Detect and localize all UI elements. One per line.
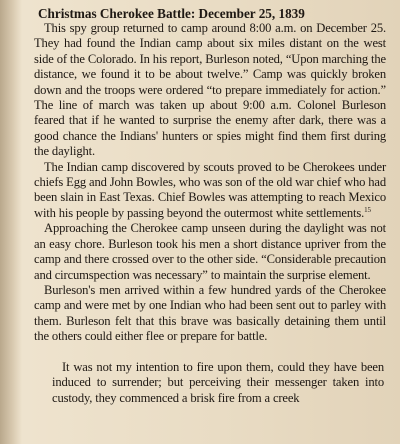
page-gutter-shadow bbox=[0, 0, 22, 444]
paragraph-4-text: Burleson's men arrived within a few hundred yards of the Cherokee camp and were met by one Indian who had been sent out to parley with them. Burleson felt that this brave was basically detaining them until the others could either flee or prepare for battle. bbox=[34, 282, 386, 344]
paragraph-2-text: The Indian camp discovered by scouts proved to be Cherokees under chiefs Egg and John Bowles, who was son of the old war chief who had been slain in East Texas. Chief Bowles was attempting to reach Mexico with his people by passing beyond the outermost white settlements. bbox=[34, 159, 386, 220]
block-quote: It was not my intention to fire upon them, could they have been induced to surrender; but perceiving their messenger taken into custody, they commenced a brisk fire from a creek bbox=[52, 359, 384, 405]
footnote-marker: 15 bbox=[364, 205, 371, 214]
paragraph-1 bbox=[34, 21, 386, 160]
paragraph-3-text: Approaching the Cherokee camp unseen during the daylight was not an easy chore. Burleson took his men a short distance upriver from the camp and there crossed over to the other side. “Considerable precaution and circumspection was necessary” to maintain the surprise element. bbox=[34, 221, 386, 282]
paragraph-2 bbox=[34, 160, 386, 222]
section-heading: Christmas Cherokee Battle: December 25, 1839 bbox=[38, 6, 305, 21]
paragraph-4 bbox=[34, 283, 386, 345]
paragraph-1-text: This spy group returned to camp around 8:00 a.m. on December 25. They had found the Indian camp about six miles distant on the west side of the Colorado. In his report, Burleson noted, “Upon marching the distance, we found it to be about twelve.” Camp was quickly broken down and the troops were ordered “to prepare immediately for action.” The line of march was taken up about 9:00 a.m. Colonel Burleson feared that if he wanted to surprise the enemy after dark, there was a good chance the Indians' hunters or spies might find them first during the daylight. bbox=[34, 21, 386, 159]
paragraph-3 bbox=[34, 221, 386, 283]
